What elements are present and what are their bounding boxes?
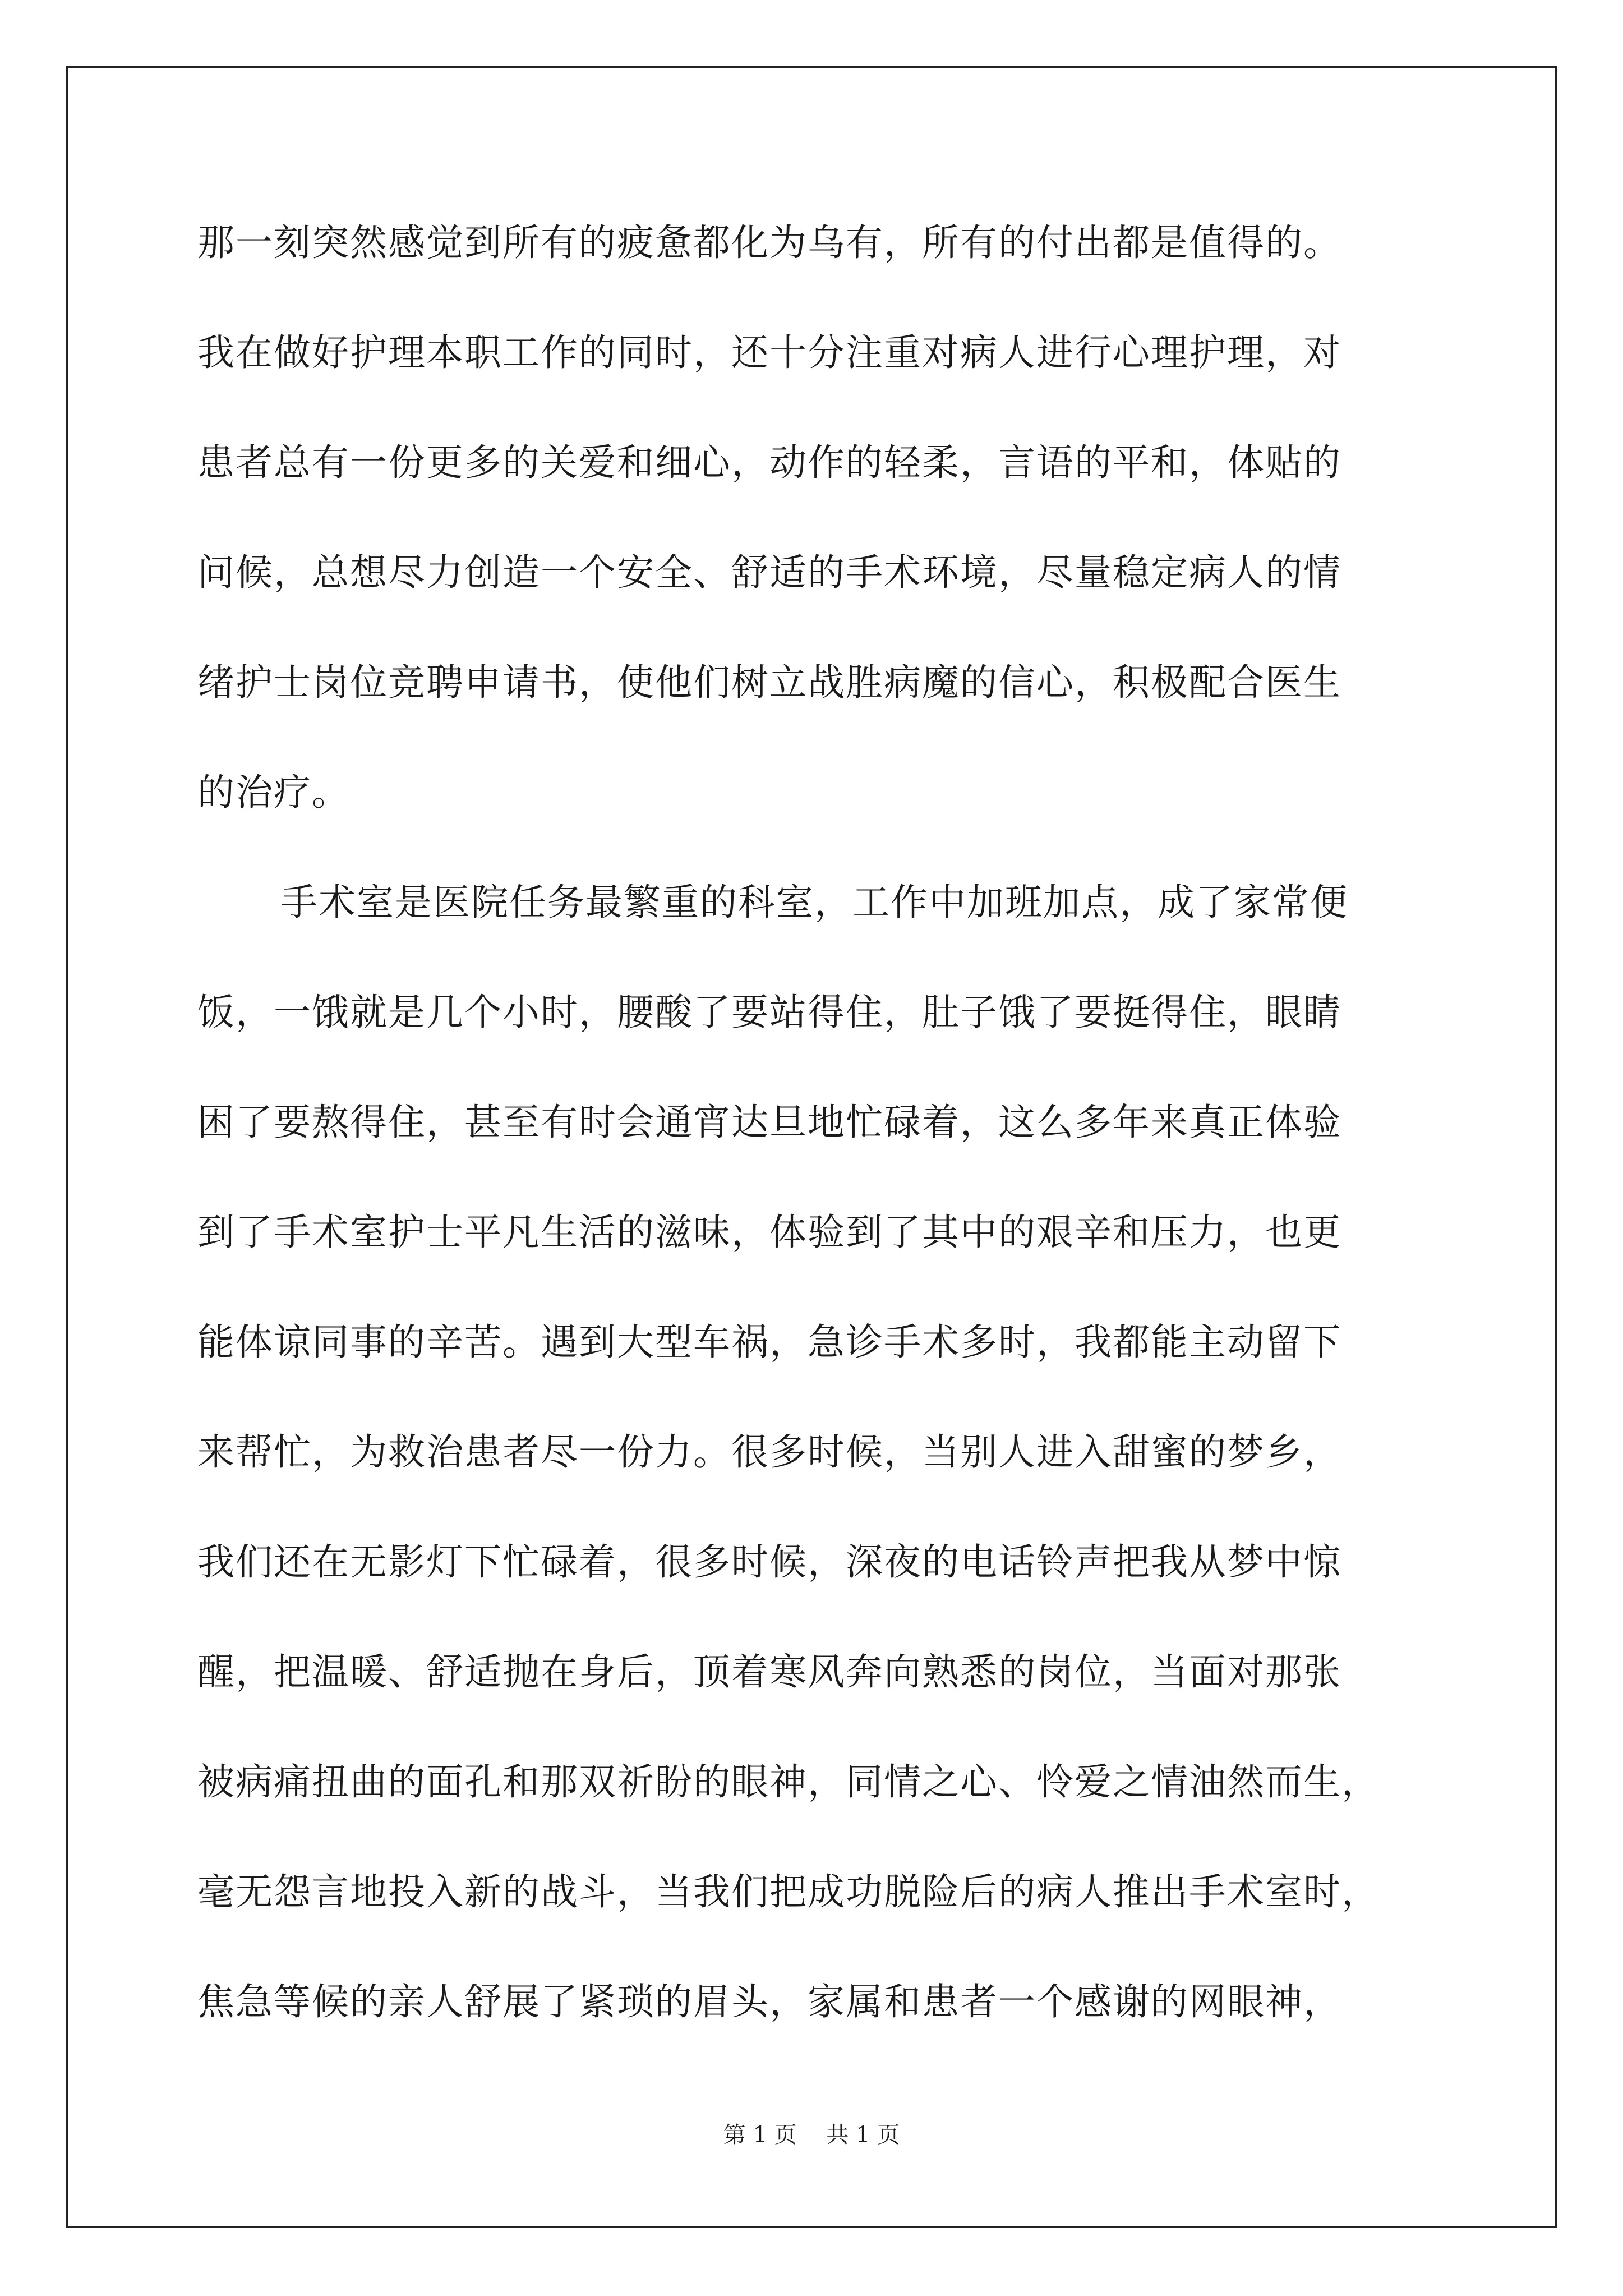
text-line: 那一刻突然感觉到所有的疲惫都化为乌有，所有的付出都是值得的。 [197,221,1341,264]
text-line: 困了要熬得住，甚至有时会通宵达旦地忙碌着，这么多年来真正体验 [197,1101,1341,1144]
text-line: 我在做好护理本职工作的同时，还十分注重对病人进行心理护理，对 [197,331,1341,374]
document-body [197,209,1431,2078]
text-line: 问候，总想尽力创造一个安全、舒适的手术环境，尽量稳定病人的情 [197,551,1341,594]
text-line: 被病痛扭曲的面孔和那双祈盼的眼神，同情之心、怜爱之情油然而生， [197,1760,1380,1803]
text-line: 手术室是医院任务最繁重的科室，工作中加班加点，成了家常便 [280,881,1348,924]
text-line: 焦急等候的亲人舒展了紧琐的眉头，家属和患者一个感谢的网眼神， [197,1980,1341,2023]
text-line: 饭，一饿就是几个小时，腰酸了要站得住，肚子饿了要挺得住，眼睛 [197,991,1341,1034]
text-line: 到了手术室护士平凡生活的滋味，体验到了其中的艰辛和压力，也更 [197,1211,1341,1254]
page-total: 共 1 页 [826,2122,900,2148]
text-line: 患者总有一份更多的关爱和细心，动作的轻柔，言语的平和，体贴的 [197,441,1341,484]
text-line: 绪护士岗位竞聘申请书，使他们树立战胜病魔的信心，积极配合医生 [197,661,1341,704]
page-footer [0,2118,1623,2152]
text-line: 醒，把温暖、舒适抛在身后，顶着寒风奔向熟悉的岗位，当面对那张 [197,1650,1341,1694]
text-line: 来帮忙，为救治患者尽一份力。很多时候，当别人进入甜蜜的梦乡， [197,1430,1341,1474]
page-number: 第 1 页 [723,2122,797,2148]
text-line: 我们还在无影灯下忙碌着，很多时候，深夜的电话铃声把我从梦中惊 [197,1540,1341,1584]
text-line: 能体谅同事的辛苦。遇到大型车祸，急诊手术多时，我都能主动留下 [197,1320,1341,1364]
text-line: 毫无怨言地投入新的战斗，当我们把成功脱险后的病人推出手术室时， [197,1870,1380,1913]
text-line: 的治疗。 [197,771,350,814]
